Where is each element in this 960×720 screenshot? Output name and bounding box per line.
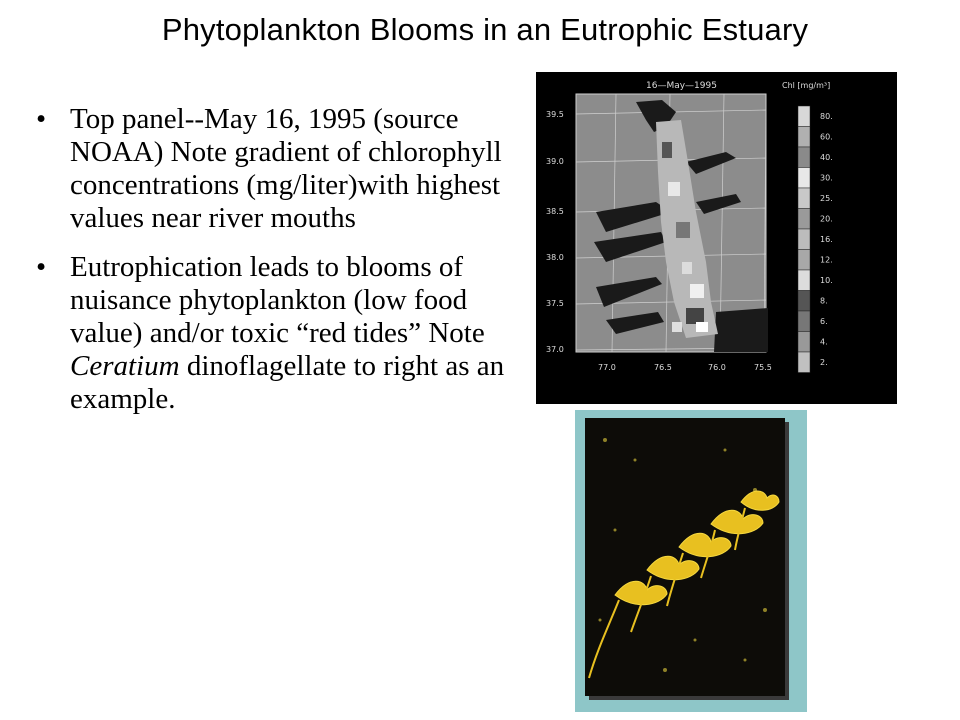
bullet-item-top-panel [30,103,505,235]
legend-value-label: 16. [820,235,833,244]
legend-swatch [798,168,810,189]
legend-swatch [798,209,810,230]
legend-swatch [798,291,810,312]
legend-swatch [798,311,810,332]
legend-colorbar [798,106,810,373]
bullet-text-before: Eutrophication leads to blooms of nuisance phytoplankton (low food value) and/or toxic “red tides” Note [70,251,485,349]
legend-swatch [798,332,810,353]
legend-value-label: 40. [820,153,833,162]
bullet-text: Top panel--May 16, 1995 (source NOAA) Note gradient of chlorophyll concentrations (mg/liter)with highest values near river mouths [70,103,502,234]
legend-value-label: 2. [820,358,828,367]
legend-value-label: 25. [820,194,833,203]
legend-swatch [798,188,810,209]
svg-text:38.5: 38.5 [546,207,564,216]
svg-text:37.0: 37.0 [546,345,564,354]
svg-text:39.0: 39.0 [546,157,564,166]
legend-swatch [798,127,810,148]
svg-text:75.5: 75.5 [754,363,772,372]
ceratium-photo-image [575,410,807,712]
slide-title: Phytoplankton Blooms in an Eutrophic Estuary [161,12,809,47]
legend-value-label: 10. [820,276,833,285]
chlorophyll-map-image [536,72,897,404]
legend-swatch [798,106,810,127]
legend-swatch [798,250,810,271]
legend-value-label: 60. [820,132,833,142]
bullet-dot-icon: • [36,251,47,283]
legend-value-label: 4. [820,337,828,347]
legend-swatch [798,147,810,168]
legend-value-label: 80. [820,112,833,121]
svg-text:77.0: 77.0 [598,363,616,372]
legend-swatch [798,352,810,373]
bullet-list [30,103,505,432]
bullet-text-after: dinoflagellate to right as an example. [70,350,505,415]
legend-value-label: 8. [820,296,828,306]
svg-text:39.5: 39.5 [546,110,564,119]
legend-value-label: 6. [820,317,828,326]
svg-text:76.5: 76.5 [654,363,672,372]
legend-swatch [798,270,810,291]
legend-swatch [798,229,810,250]
legend-value-label: 20. [820,214,833,224]
legend-value-label: 30. [820,173,833,183]
legend-title: Chl [mg/m³] [782,81,831,90]
legend-value-label: 12. [820,255,833,265]
bullet-dot-icon: • [36,103,47,135]
svg-text:76.0: 76.0 [708,363,726,372]
bullet-text-italic: Ceratium [70,350,180,382]
svg-text:38.0: 38.0 [546,253,564,262]
map-date-label: 16—May—1995 [646,81,717,91]
svg-text:37.5: 37.5 [546,299,564,308]
bullet-item-eutrophication [30,251,505,416]
